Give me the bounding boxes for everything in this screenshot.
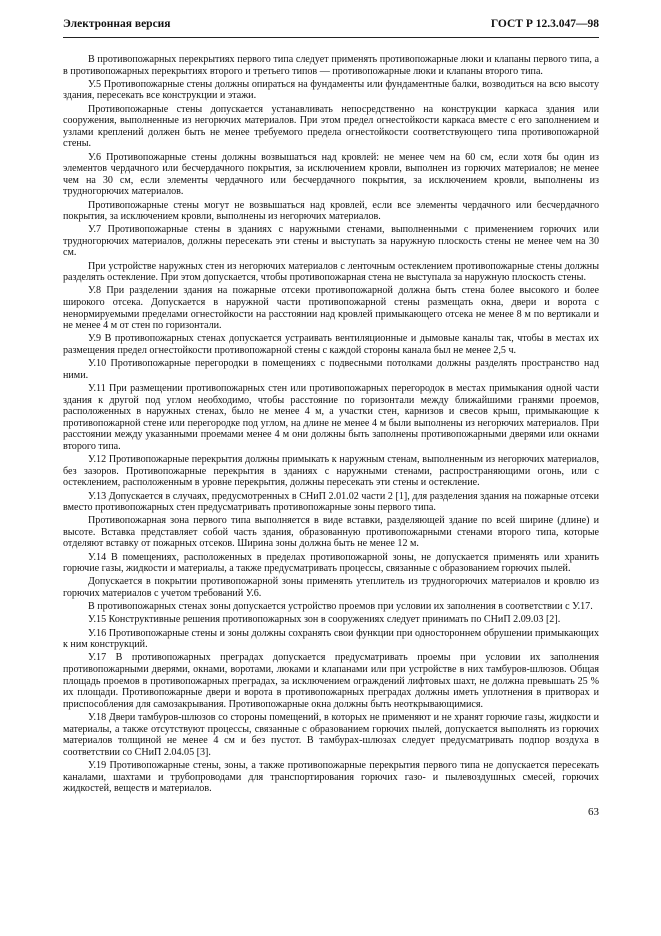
header-left-label: Электронная версия xyxy=(63,18,171,30)
paragraph: В противопожарных перекрытиях первого типа следует применять противопожарные люки и клапаны первого типа, а в противопожарных перекрытиях второго и третьего типов — противопожарные люки и клапаны второго типа. xyxy=(63,54,599,77)
paragraph: У.14 В помещениях, расположенных в пределах противопожарной зоны, не допускается применять или хранить горючие газы, жидкости и материалы, а также предусматривать процессы, связанные с образованием горючих пылей. xyxy=(63,551,599,575)
document-code: ГОСТ Р 12.3.047—98 xyxy=(490,18,599,30)
paragraph: У.15 Конструктивные решения противопожарных зон в сооружениях следует принимать по СНиП 2.09.03 [2]. xyxy=(88,614,561,626)
paragraph: У.13 Допускается в случаях, предусмотренных в СНиП 2.01.02 части 2 [1], для разделения здания на пожарные отсеки вместо противопожарных стен предусматривать противопожарные зоны первого типа. xyxy=(63,490,599,514)
paragraph: У.17 В противопожарных преградах допускается предусматривать проемы при условии их заполнения противопожарными дверями, окнами, воротами, люками и клапанами или при устройстве в них тамбуров-шлюзов. Общая площадь проемов в противопожарных преградах, за исключением ограждений лифтовых шахт, не должна превышать 25 % их площади. Противопожарные двери и ворота в противопожарных преградах должны иметь уплотнения в притворах и приспособления для самозакрывания. Противопожарные окна должны быть неоткрывающимися. xyxy=(63,652,599,710)
paragraph: У.5 Противопожарные стены должны опираться на фундаменты или фундаментные балки, возводиться на всю высоту здания, пересекать все конструкции и этажи. xyxy=(63,78,599,102)
paragraph: У.19 Противопожарные стены, зоны, а также противопожарные перекрытия первого типа не допускается пересекать каналами, шахтами и трубопроводами для транспортирования горючих газо- и пылевоздушных смесей, горючих жидкостей, веществ и материалов. xyxy=(63,759,599,795)
paragraph: У.10 Противопожарные перегородки в помещениях с подвесными потолками должны разделять пространство над ними. xyxy=(63,358,599,381)
paragraph: При устройстве наружных стен из негорючих материалов с ленточным остеклением противопожарные стены должны разделять остекление. При этом допускается, чтобы противопожарная стена не выступала за наружную плоскость стены. xyxy=(63,260,599,284)
paragraph: У.9 В противопожарных стенах допускается устраивать вентиляционные и дымовые каналы так, чтобы в местах их размещения предел огнестойкости противопожарной стены с каждой стороны канала был не менее 2,5 ч. xyxy=(63,333,599,356)
paragraph: У.6 Противопожарные стены должны возвышаться над кровлей: не менее чем на 60 см, если хотя бы один из элементов чердачного или бесчердачного покрытия, за исключением кровли, выполнен из горючих материалов; не менее чем на 30 см, если элементы чердачного или бесчердачного покрытия, за исключением кровли, выполнены из трудногорючих материалов. xyxy=(63,151,599,198)
paragraph: У.11 При размещении противопожарных стен или противопожарных перегородок в местах примыкания одной части здания к другой под углом необходимо, чтобы расстояние по горизонтали между ближайшими гранями проемов, расположенных в наружных стенах, было не менее 4 м, а участки стен, карнизов и свесов крыш, примыкающие к противопожарной стене или перегородке под углом, на длине не менее 4 м были выполнены из негорючих материалов. При расстоянии между указанными проемами менее 4 м они должны быть заполнены противопожарными дверями или окнами второго типа. xyxy=(63,382,599,452)
paragraph: У.8 При разделении здания на пожарные отсеки противопожарной должна быть стена более высокого и более широкого отсека. Допускается в наружной части противопожарной стены размещать окна, двери и ворота с ненормируемыми пределами огнестойкости на расстоянии над кровлей примыкающего отсека не менее 8 м по вертикали и не менее 4 м от стен по горизонтали. xyxy=(63,285,599,332)
body-text xyxy=(63,54,599,796)
paragraph: У.12 Противопожарные перекрытия должны примыкать к наружным стенам, выполненным из негорючих материалов, без зазоров. Противопожарные перекрытия в зданиях с наружными стенами, распространяющими огонь, или с остеклением, расположенным в уровне перекрытия, должны пересекать эти стены и остекление. xyxy=(63,454,599,489)
paragraph: Противопожарные стены допускается устанавливать непосредственно на конструкции каркаса здания или сооружения, выполненные из негорючих материалов. При этом предел огнестойкости каркаса вместе с его заполнением и узлами креплений должен быть не менее требуемого предела огнестойкости соответствующего типа противопожарной стены. xyxy=(63,103,599,150)
paragraph: У.18 Двери тамбуров-шлюзов со стороны помещений, в которых не применяют и не хранят горючие газы, жидкости и материалы, а также отсутствуют процессы, связанные с образованием горючих пылей, допускается выполнять из горючих материалов толщиной не менее 4 см и без пустот. В тамбурах-шлюзах следует предусматривать подпор воздуха в соответствии со СНиП 2.04.05 [3]. xyxy=(63,711,599,758)
paragraph: Допускается в покрытии противопожарной зоны применять утеплитель из трудногорючих материалов и кровлю из горючих материалов с учетом требований У.6. xyxy=(63,576,599,600)
paragraph: У.7 Противопожарные стены в зданиях с наружными стенами, выполненными с применением горючих или трудногорючих материалов, должны пересекать эти стены и выступать за наружную плоскость стены не менее чем на 30 см. xyxy=(63,224,599,259)
paragraph: В противопожарных стенах зоны допускается устройство проемов при условии их заполнения в соответствии с У.17. xyxy=(88,601,593,613)
paragraph: Противопожарные стены могут не возвышаться над кровлей, если все элементы чердачного или бесчердачного покрытия, за исключением кровли, выполнены из негорючих материалов. xyxy=(63,199,599,223)
paragraph: Противопожарная зона первого типа выполняется в виде вставки, разделяющей здание по всей ширине (длине) и высоте. Вставка представляет собой часть здания, образованную противопожарными стенами второго типа, которые отделяют вставку от пожарных отсеков. Ширина зоны должна быть не менее 12 м. xyxy=(63,515,599,550)
paragraph: У.16 Противопожарные стены и зоны должны сохранять свои функции при одностороннем обрушении примыкающих к ним конструкций. xyxy=(63,627,599,651)
page-header xyxy=(63,17,599,38)
page-number: 63 xyxy=(588,806,599,818)
